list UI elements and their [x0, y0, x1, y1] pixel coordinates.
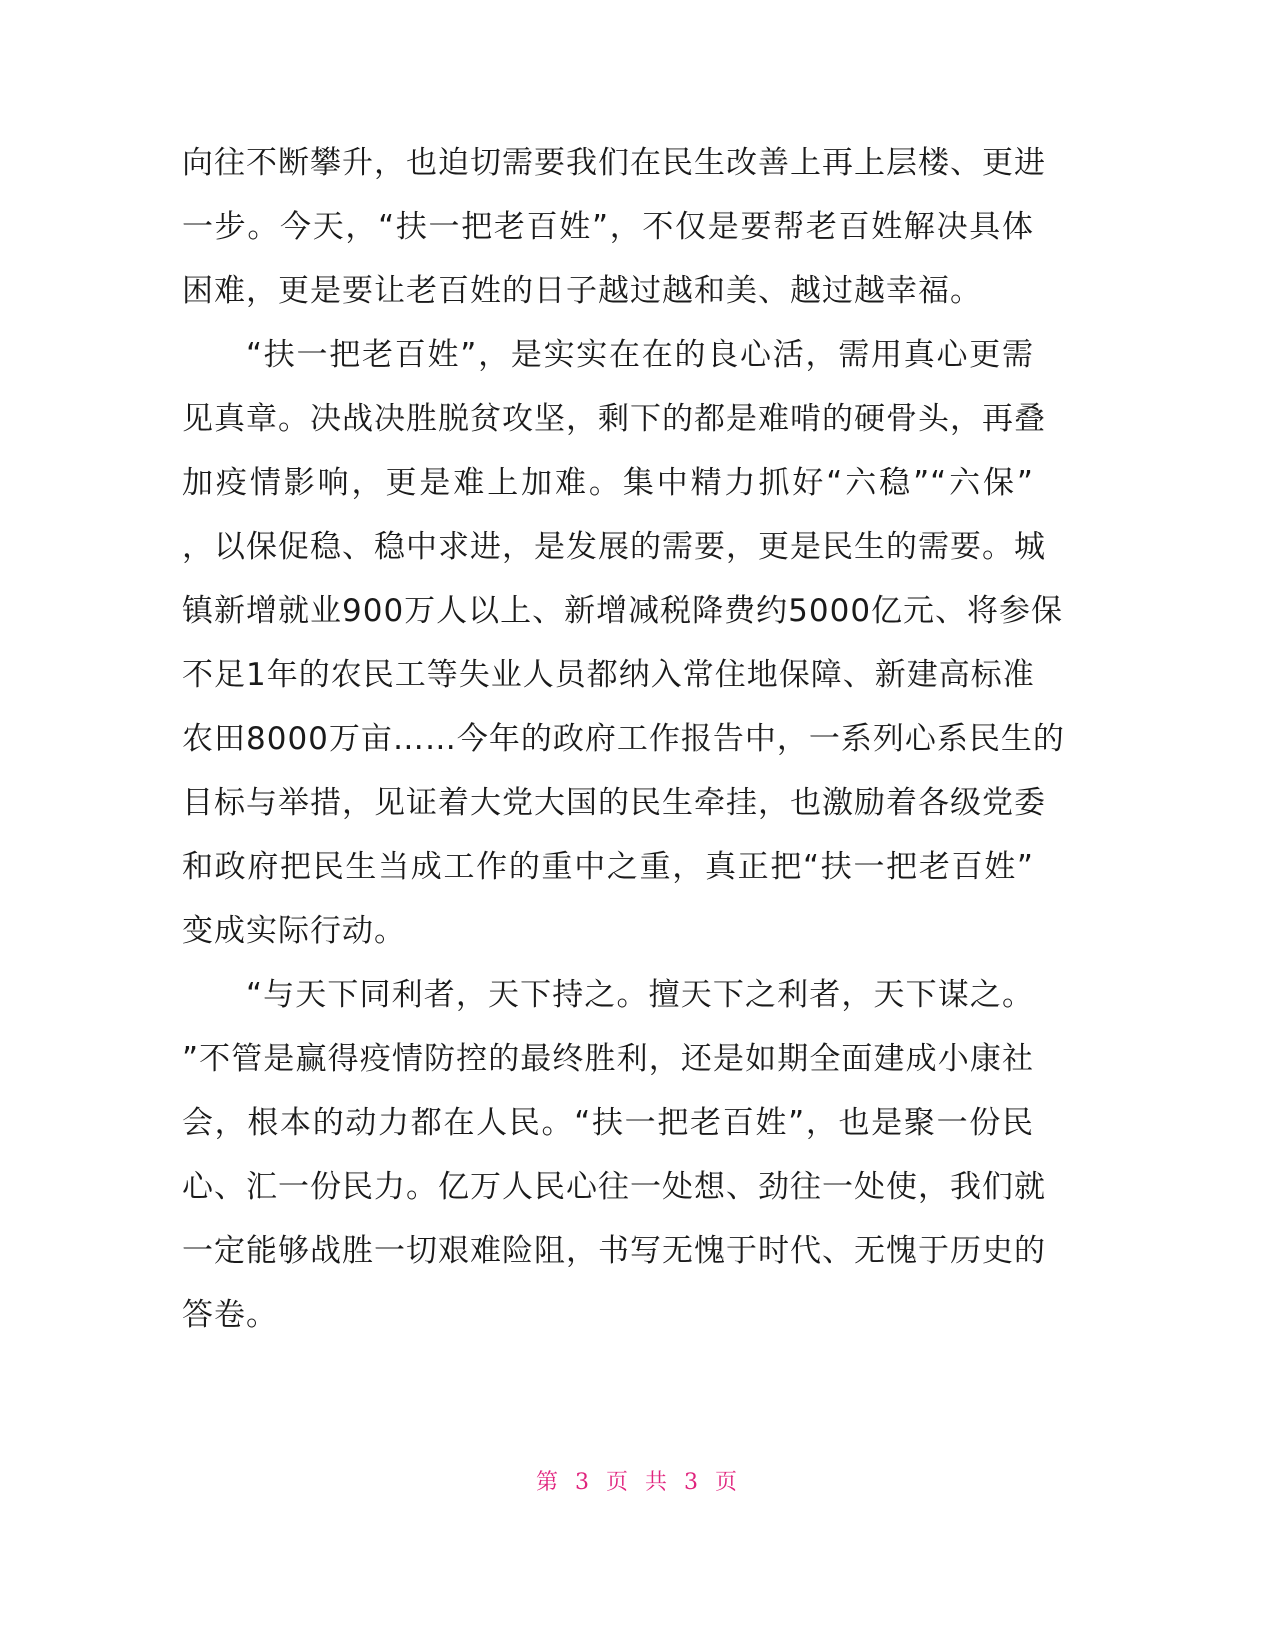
body-text: [182, 139, 1065, 1355]
text-line: “与天下同利者，天下持之。擅天下之利者，天下谋之。: [246, 977, 1034, 1013]
text-line: 变成实际行动。: [182, 913, 406, 949]
text-line: 和政府把民生当成工作的重中之重，真正把“扶一把老百姓”: [182, 849, 1034, 885]
text-line: ，以保促稳、稳中求进，是发展的需要，更是民生的需要。城: [182, 529, 1046, 565]
text-line: 镇新增就业900万人以上、新增减税降费约5000亿元、将参保: [182, 593, 1064, 629]
text-line: 一步。今天，“扶一把老百姓”，不仅是要帮老百姓解决具体: [182, 209, 1034, 245]
footer-current-page: 3: [574, 1470, 591, 1495]
footer-total-word: 共: [645, 1470, 670, 1495]
text-line: 目标与举措，见证着大党大国的民生牵挂，也激励着各级党委: [182, 785, 1046, 821]
text-line: 不足1年的农民工等失业人员都纳入常住地保障、新建高标准: [182, 657, 1035, 693]
footer-total-pages: 3: [684, 1470, 701, 1495]
text-line: 农田8000万亩……今年的政府工作报告中，一系列心系民生的: [182, 721, 1065, 757]
text-line: 加疫情影响，更是难上加难。集中精力抓好“六稳”“六保”: [182, 465, 1034, 501]
footer-page-word: 页: [605, 1470, 630, 1495]
page-footer: [0, 1465, 1275, 1496]
text-line: 心、汇一份民力。亿万人民心往一处想、劲往一处使，我们就: [182, 1169, 1046, 1205]
text-line: 答卷。: [182, 1297, 278, 1333]
text-line: 会，根本的动力都在人民。“扶一把老百姓”，也是聚一份民: [182, 1105, 1034, 1141]
text-line: 困难，更是要让老百姓的日子越过越和美、越过越幸福。: [182, 273, 982, 309]
text-line: ”不管是赢得疫情防控的最终胜利，还是如期全面建成小康社: [182, 1041, 1034, 1077]
text-line: 向往不断攀升，也迫切需要我们在民生改善上再上层楼、更进: [182, 145, 1046, 181]
footer-suffix: 页: [715, 1470, 740, 1495]
text-line: 一定能够战胜一切艰难险阻，书写无愧于时代、无愧于历史的: [182, 1233, 1046, 1269]
text-line: “扶一把老百姓”，是实实在在的良心活，需用真心更需: [246, 337, 1034, 373]
footer-prefix: 第: [535, 1470, 560, 1495]
text-line: 见真章。决战决胜脱贫攻坚，剩下的都是难啃的硬骨头，再叠: [182, 401, 1046, 437]
